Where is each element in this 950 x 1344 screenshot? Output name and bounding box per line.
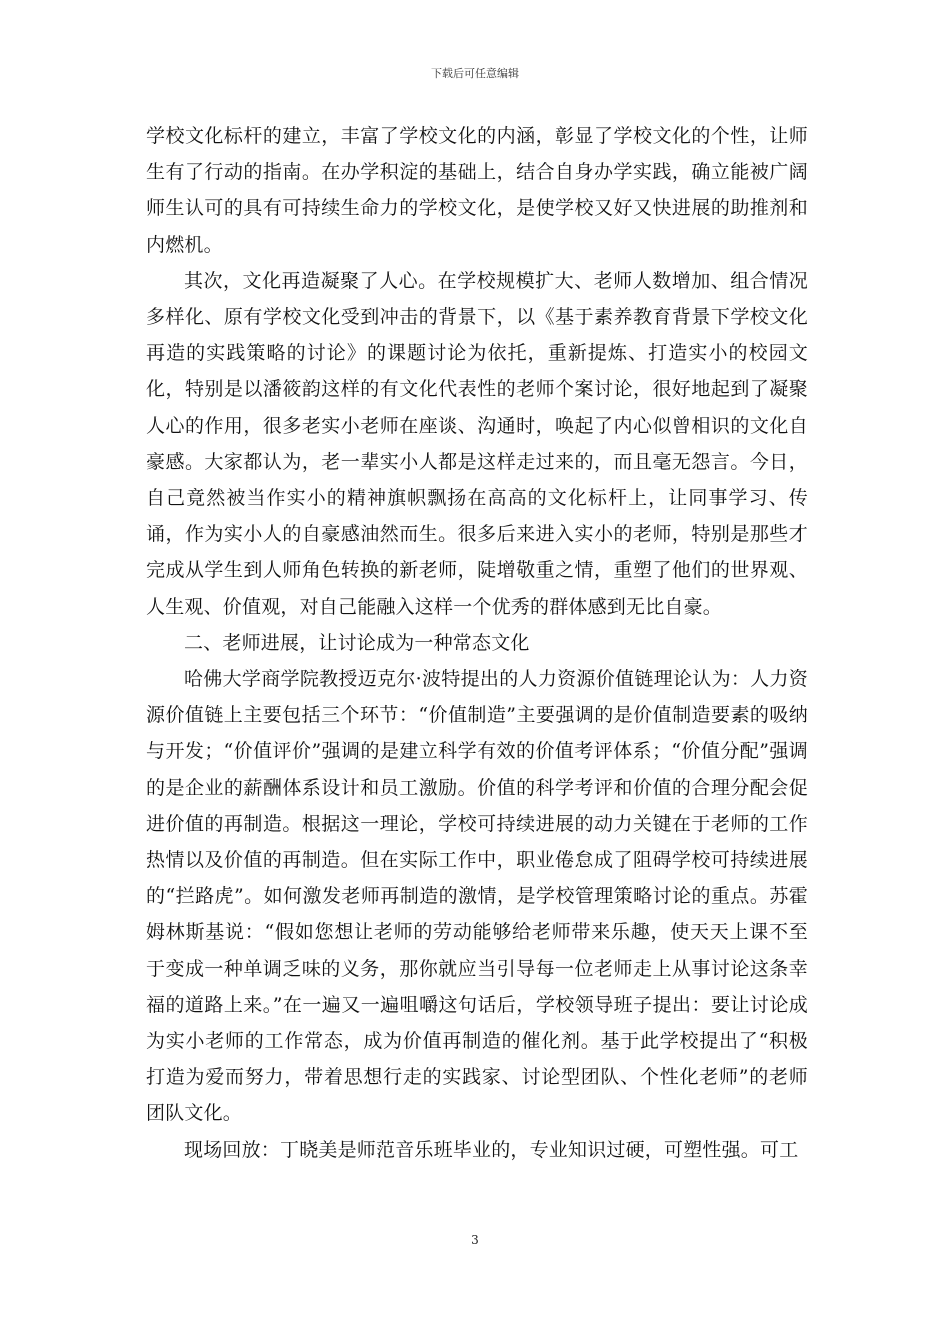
page-header: 下载后可任意编辑 [431, 67, 519, 80]
document-body [146, 118, 808, 1168]
paragraph-continuation: 学校文化标杆的建立，丰富了学校文化的内涵，彰显了学校文化的个性，让师生有了行动的指南。在办学积淀的基础上，结合自身办学实践，确立能被广阔师生认可的具有可持续生命力的学校文化，是使学校又好又快进展的助推剂和内燃机。 [146, 125, 808, 256]
paragraph-cultural-reconstruction: 其次，文化再造凝聚了人心。在学校规模扩大、老师人数增加、组合情况多样化、原有学校文化受到冲击的背景下，以《基于素养教育背景下学校文化再造的实践策略的讨论》的课题讨论为依托，重新提炼、打造实小的校园文化，特别是以潘筱韵这样的有文化代表性的老师个案讨论，很好地起到了凝聚人心的作用，很多老实小老师在座谈、沟通时，唤起了内心似曾相识的文化自豪感。大家都认为，老一辈实小人都是这样走过来的，而且毫无怨言。今日，自己竟然被当作实小的精神旗帜飘扬在高高的文化标杆上，让同事学习、传诵，作为实小人的自豪感油然而生。很多后来进入实小的老师，特别是那些才完成从学生到人师角色转换的新老师，陡增敬重之情，重塑了他们的世界观、人生观、价值观，对自己能融入这样一个优秀的群体感到无比自豪。 [146, 269, 808, 618]
page-number: 3 [471, 1233, 479, 1247]
paragraph-scene-replay: 现场回放：丁晓美是师范音乐班毕业的，专业知识过硬，可塑性强。可工 [184, 1138, 799, 1161]
section-heading: 二、老师进展，让讨论成为一种常态文化 [184, 631, 530, 654]
paragraph-value-chain-theory: 哈佛大学商学院教授迈克尔·波特提出的人力资源价值链理论认为：人力资源价值链上主要包括三个环节：“价值制造”主要强调的是价值制造要素的吸纳与开发；“价值评价”强调的是建立科学有效的价值考评体系；“价值分配”强调的是企业的薪酬体系设计和员工激励。价值的科学考评和价值的合理分配会促进价值的再制造。根据这一理论，学校可持续进展的动力关键在于老师的工作热情以及价值的再制造。但在实际工作中，职业倦怠成了阻碍学校可持续进展的“拦路虎”。如何激发老师再制造的激情，是学校管理策略讨论的重点。苏霍姆林斯基说：“假如您想让老师的劳动能够给老师带来乐趣，使天天上课不至于变成一种单调乏味的义务，那你就应当引导每一位老师走上从事讨论这条幸福的道路上来。”在一遍又一遍咀嚼这句话后，学校领导班子提出：要让讨论成为实小老师的工作常态，成为价值再制造的催化剂。基于此学校提出了“积极打造为爱而努力，带着思想行走的实践家、讨论型团队、个性化老师”的老师团队文化。 [146, 668, 808, 1125]
